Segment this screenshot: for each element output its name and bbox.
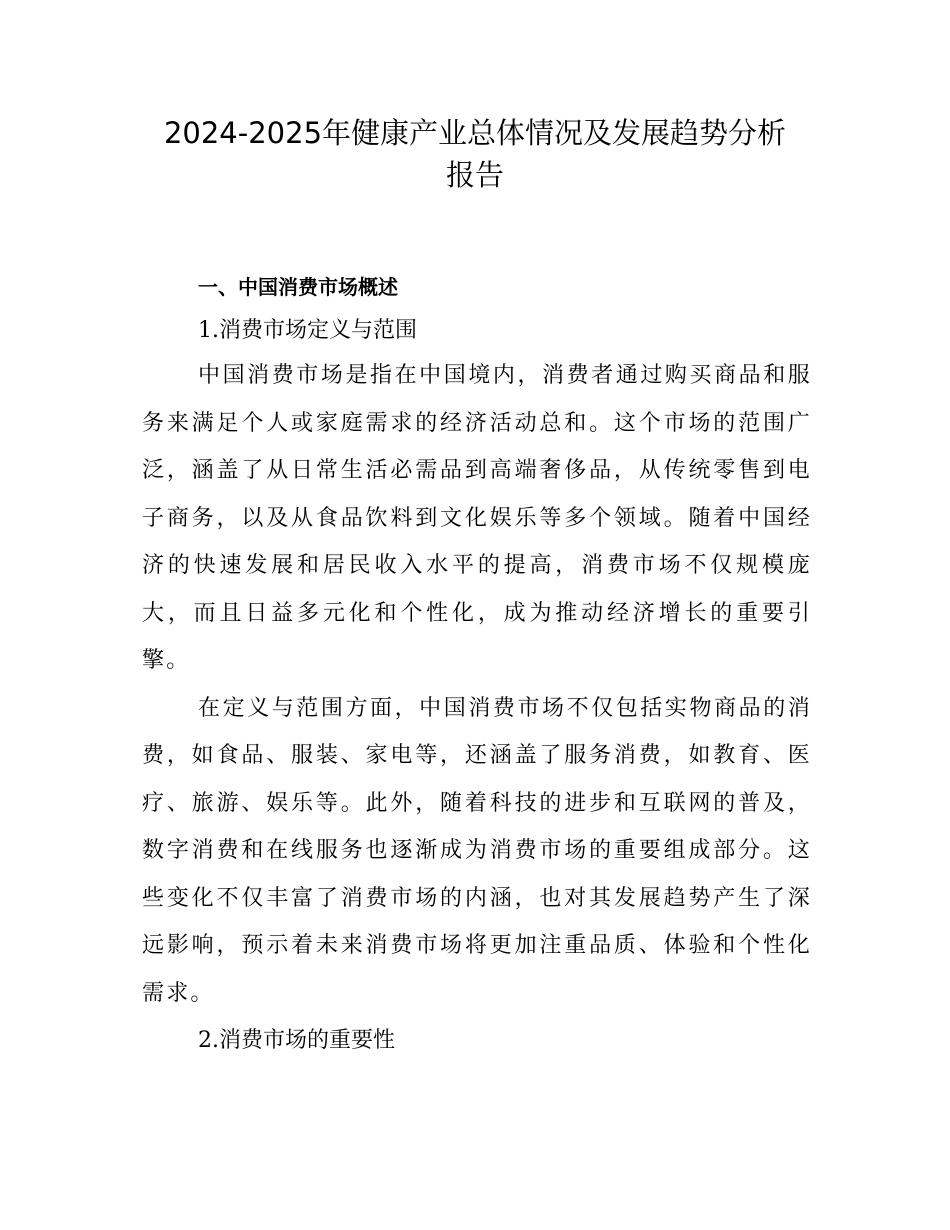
sub-heading-1: 1.消费市场定义与范围 — [198, 318, 417, 343]
document-title-line-1: 2024-2025年健康产业总体情况及发展趋势分析 — [163, 116, 787, 150]
document-body — [142, 268, 812, 1064]
paragraph-2: 在定义与范围方面，中国消费市场不仅包括实物商品的消费，如食品、服装、家电等，还涵盖了服务消费，如教育、医疗、旅游、娱乐等。此外，随着科技的进步和互联网的普及，数字消费和在线服务也逐渐成为消费市场的重要组成部分。这些变化不仅丰富了消费市场的内涵，也对其发展趋势产生了深远影响，预示着未来消费市场将更加注重品质、体验和个性化需求。 — [142, 695, 812, 1006]
document-title-line-2: 报告 — [445, 158, 504, 192]
sub-heading-2: 2.消费市场的重要性 — [198, 1028, 395, 1053]
paragraph-1: 中国消费市场是指在中国境内，消费者通过购买商品和服务来满足个人或家庭需求的经济活动总和。这个市场的范围广泛，涵盖了从日常生活必需品到高端奢侈品，从传统零售到电子商务，以及从食品饮料到文化娱乐等多个领域。随着中国经济的快速发展和居民收入水平的提高，消费市场不仅规模庞大，而且日益多元化和个性化，成为推动经济增长的重要引擎。 — [142, 363, 812, 673]
document-title — [100, 112, 850, 196]
section-heading-1: 一、中国消费市场概述 — [198, 275, 398, 299]
